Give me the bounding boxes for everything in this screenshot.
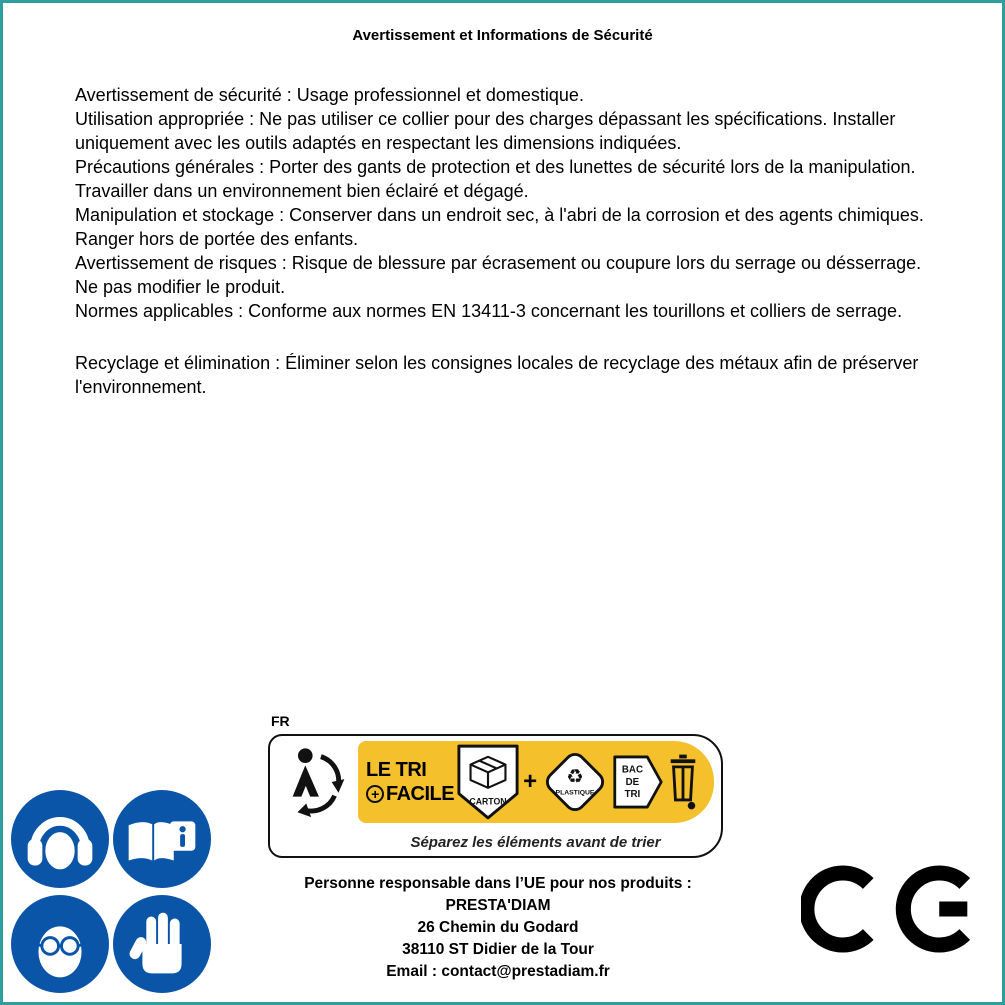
de-text: DE [625, 776, 640, 788]
paragraph-applicable-standards: Normes applicables : Conforme aux normes EN 13411-3 concernant les tourillons et colliers de serrage. [75, 301, 903, 321]
paragraph-recycling-disposal: Recyclage et élimination : Éliminer selon les consignes locales de recyclage des métaux afin de préserver l'environnement. [75, 353, 919, 397]
info-tri-yellow-band [358, 741, 714, 823]
address-line2: 38110 ST Didier de la Tour [402, 941, 594, 958]
paragraph-handling-storage: Manipulation et stockage : Conserver dans un endroit sec, à l'abri de la corrosion et des agents chimiques. Ranger hors de portée des enfants. [75, 205, 924, 249]
responsible-intro: Personne responsable dans l’UE pour nos produits : [304, 875, 692, 892]
facile-text: FACILE [386, 783, 455, 805]
gloves-pictogram [113, 895, 211, 993]
plus-separator: + [523, 768, 538, 795]
sorting-note: Séparez les éléments avant de trier [410, 834, 661, 851]
recycling-arrows-icon: ♻ [566, 765, 584, 788]
le-tri-facile-wordmark [366, 760, 454, 804]
plastique-material-tag [540, 747, 610, 817]
address-line1: 26 Chemin du Godard [417, 919, 579, 936]
plastique-label: PLASTIQUE [555, 789, 595, 797]
paragraph-general-precautions: Précautions générales : Porter des gants de protection et des lunettes de sécurité lors de la manipulation. Travailler dans un environnement bien éclairé et dégagé. [75, 157, 916, 201]
paragraph-appropriate-use: Utilisation appropriée : Ne pas utiliser ce collier pour des charges dépassant les spécifications. Installer uniquement avec les outils adaptés en respectant les dimensions indiquées. [75, 109, 896, 153]
mandatory-safety-icons [11, 790, 211, 993]
info-tri-banner [268, 734, 723, 858]
page-title: Avertissement et Informations de Sécurité [352, 27, 653, 44]
safety-text-block [75, 83, 941, 399]
country-code-label: FR [271, 713, 290, 729]
paragraph-risk-warning: Avertissement de risques : Risque de blessure par écrasement ou coupure lors du serrage ou désserrage. Ne pas modifier le produit. [75, 253, 922, 297]
bac-text: BAC [622, 764, 644, 776]
carton-material-tag [456, 743, 520, 821]
wear-protective-gloves-icon [113, 895, 211, 993]
tri-text: TRI [624, 788, 641, 800]
read-instruction-manual-icon [113, 790, 211, 888]
ce-marking-icon [801, 859, 981, 959]
plus-circle-icon: + [366, 785, 384, 803]
waste-bin-icon [666, 749, 700, 815]
paragraph-safety-warning: Avertissement de sécurité : Usage professionnel et domestique. [75, 85, 584, 105]
carton-label: CARTON [469, 796, 507, 807]
ear-protection-pictogram [11, 790, 109, 888]
eye-protection-pictogram [11, 895, 109, 993]
triman-icon [275, 741, 359, 823]
manual-pictogram [113, 790, 211, 888]
company-name: PRESTA'DIAM [445, 897, 551, 914]
le-tri-text: LE TRI [366, 759, 427, 781]
responsible-person-block [253, 873, 743, 983]
wear-eye-protection-icon [11, 895, 109, 993]
bac-de-tri-pennant [612, 753, 664, 811]
email-line: Email : contact@prestadiam.fr [386, 963, 610, 980]
wear-ear-protection-icon [11, 790, 109, 888]
